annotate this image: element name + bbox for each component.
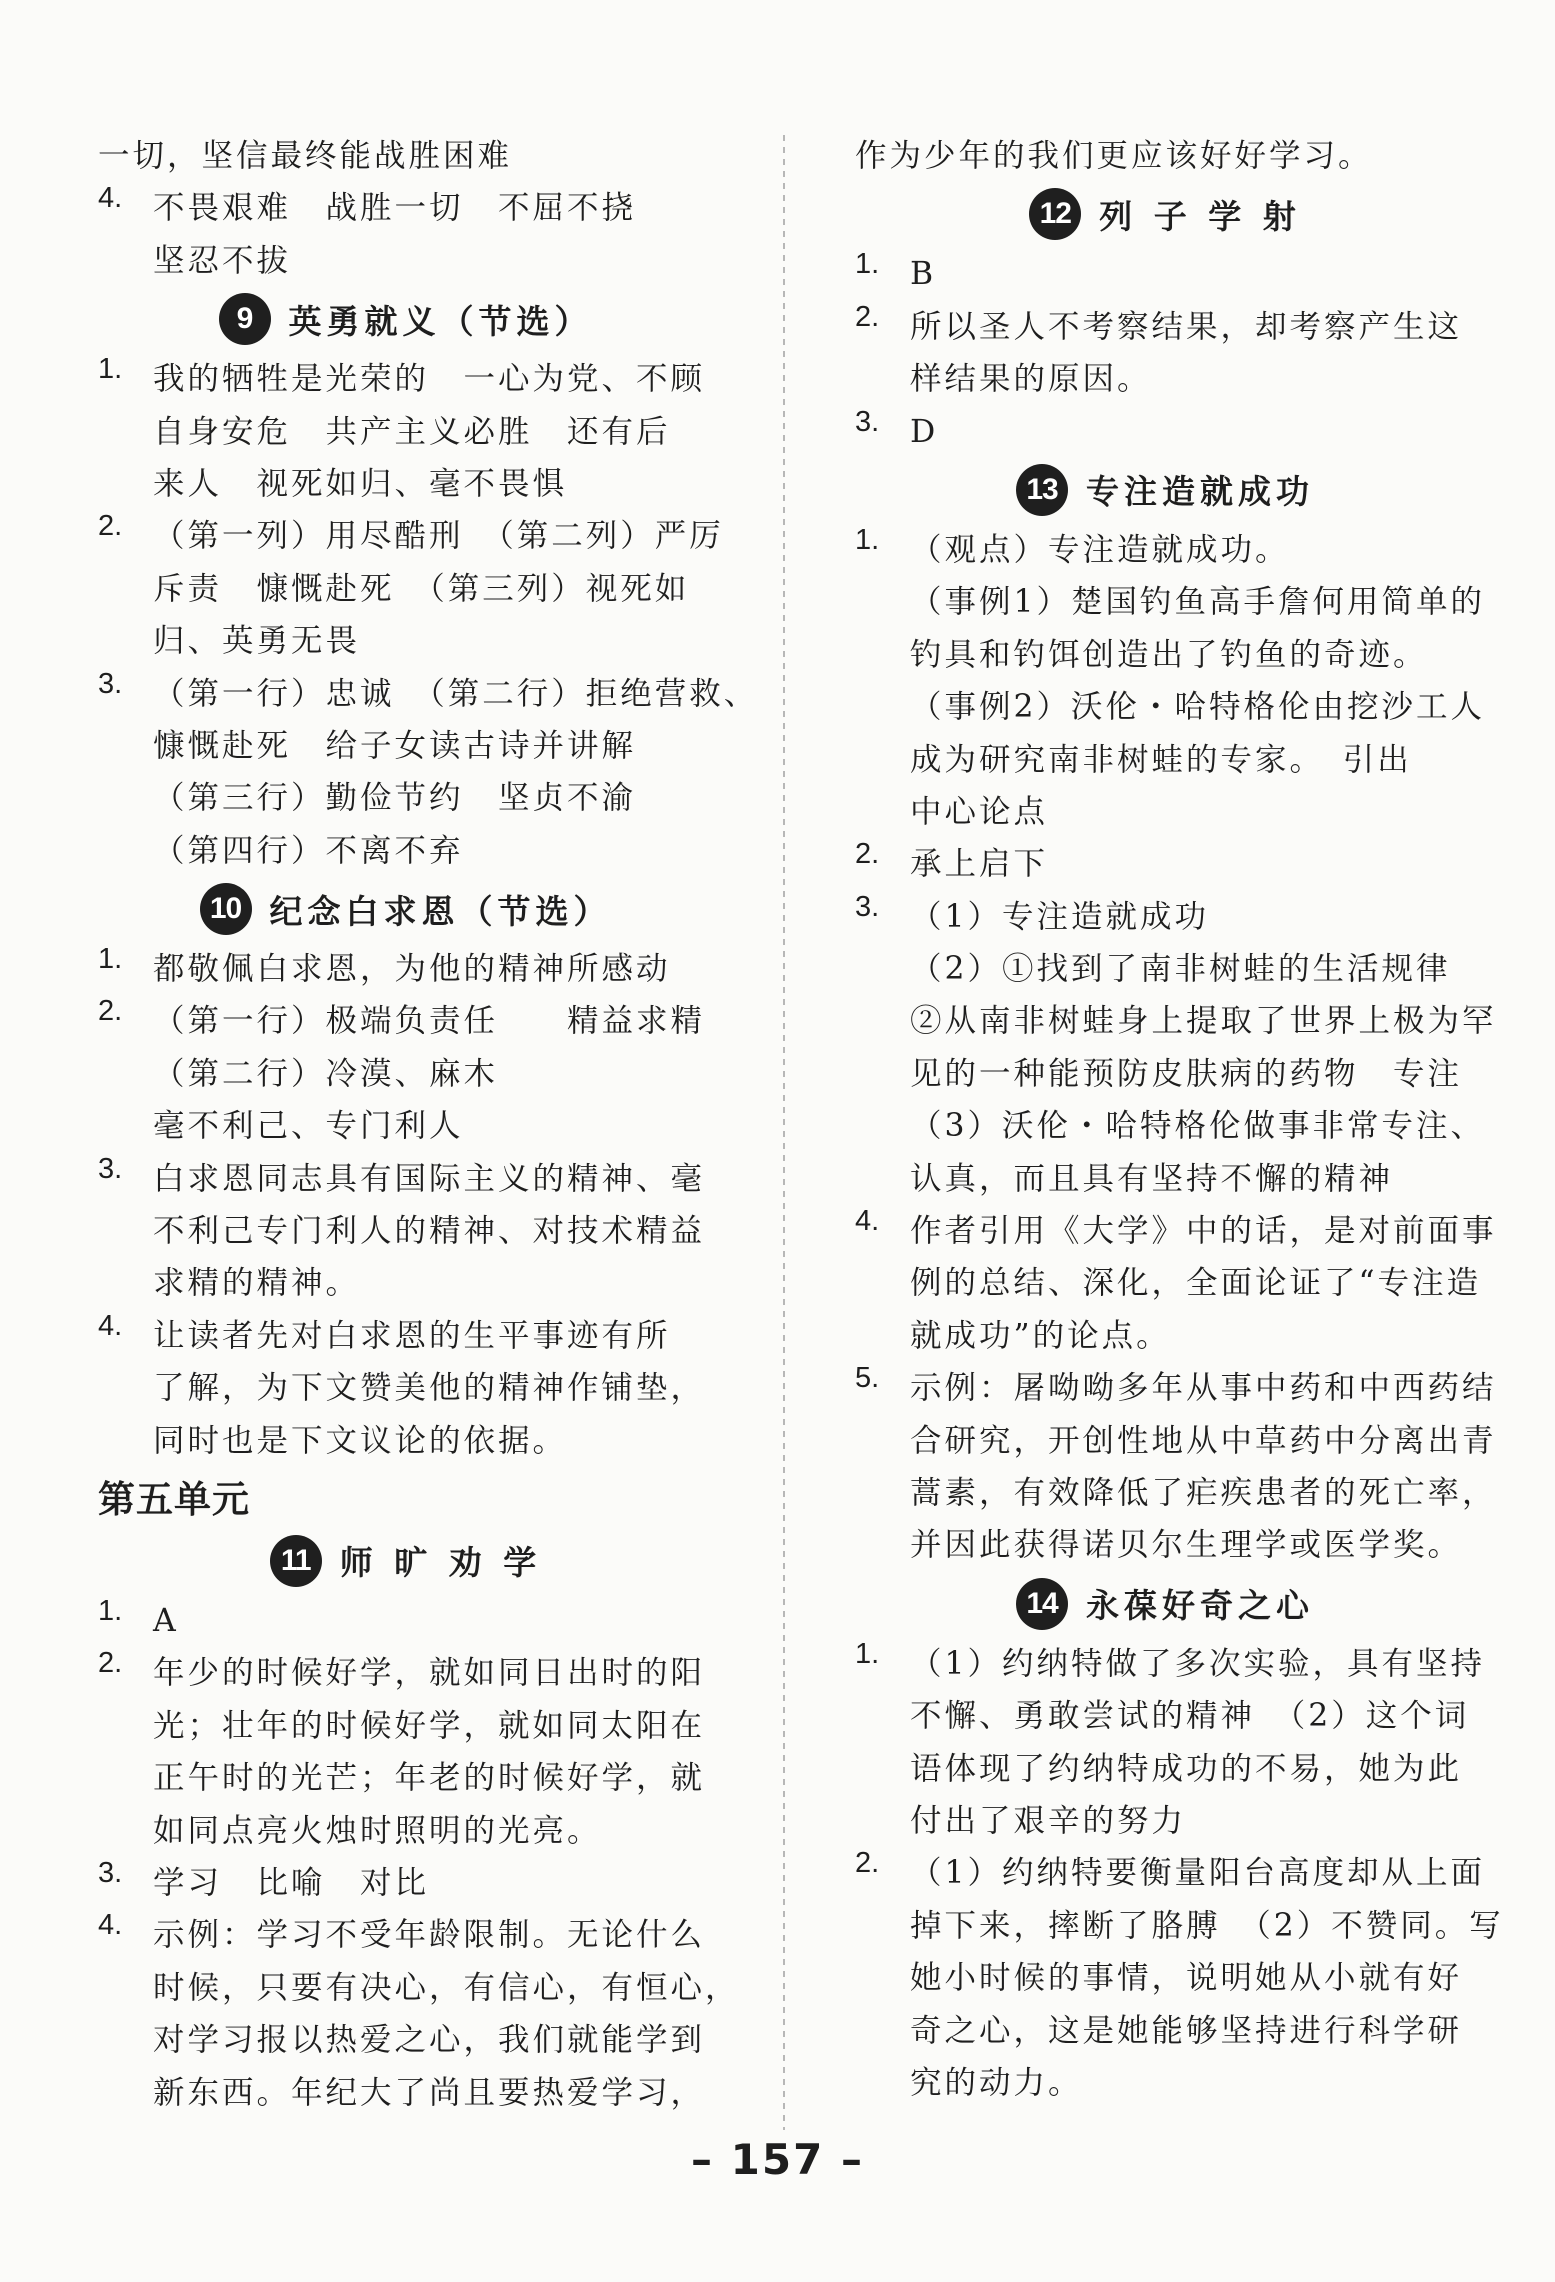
answer-line: 对学习报以热爱之心，我们就能学到: [153, 2022, 706, 2059]
answer-line: 语体现了约纳特成功的不易，她为此: [910, 1750, 1463, 1787]
answer-line: 钓具和钓饵创造出了钓鱼的奇迹。: [910, 636, 1428, 673]
lesson-number-badge: 14: [1016, 1578, 1068, 1630]
answer-line: 我的牺牲是光荣的 一心为党、不顾: [153, 361, 706, 398]
lesson-title-text: 列 子 学 射: [1099, 196, 1301, 236]
answer-line: 如同点亮火烛时照明的光亮。: [153, 1812, 602, 1849]
answer-item: [855, 1637, 1486, 1848]
lesson-title: [855, 459, 1475, 521]
answer-line: （第一行）极端负责任 精益求精: [153, 1003, 706, 1040]
continuation-line: 作为少年的我们更应该好好学习。: [855, 138, 1373, 174]
answer-line: 中心论点: [910, 793, 1049, 830]
answer-number: 1.: [855, 248, 880, 281]
lesson-title-text: 纪念白求恩（节选）: [269, 891, 612, 931]
answer-line: 就成功”的论点。: [910, 1317, 1171, 1354]
answer-number: 1.: [98, 1594, 123, 1627]
answer-line: 都敬佩白求恩，为他的精神所感动: [153, 951, 671, 988]
answer-line: 让读者先对白求恩的生平事迹有所: [153, 1317, 671, 1354]
answer-line: B: [910, 256, 937, 293]
answer-number: 4.: [98, 182, 123, 215]
answer-line: 不懈、勇敢尝试的精神 （2）这个词: [910, 1698, 1470, 1735]
answer-item: [855, 1205, 1497, 1362]
lesson-number-badge: 12: [1029, 188, 1081, 240]
answer-line: 慷慨赴死 给子女读古诗并讲解: [153, 727, 637, 764]
answer-item: [98, 510, 724, 667]
answer-line: 坚忍不拔: [153, 242, 292, 279]
answer-line: （1）专注造就成功: [910, 898, 1210, 935]
answer-line: 奇之心，这是她能够坚持进行科学研: [910, 2012, 1463, 2049]
answer-line: 斥责 慷慨赴死 （第三列）视死如: [153, 570, 690, 607]
answer-line: （1）约纳特要衡量阳台高度却从上面: [910, 1855, 1486, 1892]
answer-line: 时候，只要有决心，有信心，有恒心，: [153, 1969, 740, 2006]
answer-line: （第三行）勤俭节约 坚贞不渝: [153, 780, 637, 817]
answer-line: （事例2）沃伦・哈特格伦由挖沙工人: [910, 689, 1486, 726]
answer-number: 1.: [98, 353, 123, 386]
answer-line: 蒿素，有效降低了疟疾患者的死亡率，: [910, 1474, 1497, 1511]
answer-line: 示例：学习不受年龄限制。无论什么: [153, 1917, 706, 1954]
answer-line: 成为研究南非树蛙的专家。 引出: [910, 741, 1412, 778]
answer-line: 掉下来，摔断了胳膊 （2）不赞同。写: [910, 1907, 1504, 1944]
answer-number: 3.: [98, 1152, 123, 1185]
answer-line: 归、英勇无畏: [153, 623, 361, 660]
answer-line: 了解，为下文赞美他的精神作铺垫，: [153, 1370, 706, 1407]
answer-line: （2）①找到了南非树蛙的生活规律: [910, 951, 1451, 988]
answer-number: 1.: [98, 943, 123, 976]
answer-number: 2.: [855, 838, 880, 871]
answer-line: （第一行）忠诚 （第二行）拒绝营救、: [153, 675, 759, 712]
left-column: [98, 130, 759, 2119]
lesson-number-badge: 11: [270, 1535, 322, 1587]
answer-item: [98, 353, 713, 510]
answer-number: 3.: [855, 890, 880, 923]
lesson-title-text: 永葆好奇之心: [1086, 1586, 1314, 1626]
answer-number: 2.: [855, 300, 880, 333]
answer-line: 学习 比喻 对比: [153, 1864, 430, 1901]
answer-line: ②从南非树蛙身上提取了世界上极为罕: [910, 1003, 1497, 1040]
answer-number: 3.: [855, 405, 880, 438]
lesson-title: [98, 288, 713, 350]
page-number: – 157 –: [691, 2135, 864, 2184]
answer-line: 她小时候的事情，说明她从小就有好: [910, 1960, 1463, 1997]
answer-line: 示例：屠呦呦多年从事中药和中西药结: [910, 1370, 1497, 1407]
answer-number: 2.: [98, 1647, 123, 1680]
answer-number: 1.: [855, 523, 880, 556]
continuation-line: 一切，坚信最终能战胜困难: [98, 138, 513, 174]
answer-item: [98, 1647, 713, 1857]
lesson-title: [98, 878, 713, 940]
answer-line: 毫不利己、专门利人: [153, 1108, 464, 1145]
answer-line: （观点）专注造就成功。: [910, 531, 1290, 568]
answer-number: 2.: [98, 510, 123, 543]
lesson-number-badge: 13: [1016, 464, 1068, 516]
answer-line: 并因此获得诺贝尔生理学或医学奖。: [910, 1527, 1463, 1564]
answer-item: [98, 943, 713, 995]
answer-item: [98, 1909, 740, 2119]
answer-line: （3）沃伦・哈特格伦做事非常专注、: [910, 1108, 1486, 1145]
answer-line: 样结果的原因。: [910, 361, 1152, 398]
answer-number: 2.: [855, 1847, 880, 1880]
answer-item: [98, 1595, 713, 1647]
answer-line: （1）约纳特做了多次实验，具有坚持: [910, 1645, 1486, 1682]
answer-line: 同时也是下文议论的依据。: [153, 1422, 568, 1459]
answer-item: [98, 667, 759, 878]
answer-item: [855, 838, 1475, 890]
answer-item: [855, 1847, 1504, 2109]
answer-number: 5.: [855, 1362, 880, 1395]
lesson-number-badge: 9: [219, 293, 271, 345]
answer-line: （第二行）冷漠、麻木: [153, 1055, 499, 1092]
answer-line: 正午时的光芒；年老的时候好学，就: [153, 1760, 706, 1797]
answer-line: 光；壮年的时候好学，就如同太阳在: [153, 1707, 706, 1744]
lesson-title-text: 专注造就成功: [1086, 472, 1314, 512]
lesson-title: [98, 1530, 713, 1592]
answer-line: 不畏艰难 战胜一切 不屈不挠: [153, 190, 637, 227]
answer-line: 不利己专门利人的精神、对技术精益: [153, 1213, 706, 1250]
lesson-title-text: 师 旷 劝 学: [339, 1543, 542, 1583]
answer-number: 4.: [98, 1309, 123, 1342]
answer-line: 白求恩同志具有国际主义的精神、毫: [153, 1160, 706, 1197]
answer-line: 究的动力。: [910, 2064, 1083, 2101]
answer-number: 3.: [98, 667, 123, 700]
answer-line: 见的一种能预防皮肤病的药物 专注: [910, 1055, 1463, 1092]
answer-line: 认真，而且具有坚持不懈的精神: [910, 1160, 1394, 1197]
lesson-title: [855, 183, 1475, 245]
answer-item: [855, 406, 1475, 458]
answer-line: （第四行）不离不弃: [153, 832, 464, 869]
answer-line: 来人 视死如归、毫不畏惧: [153, 465, 568, 502]
answer-item: [855, 248, 1475, 300]
lesson-title: [855, 1573, 1475, 1635]
answer-item: [98, 1153, 713, 1310]
answer-item: [855, 890, 1497, 1205]
answer-line: 年少的时候好学，就如同日出时的阳: [153, 1655, 706, 1692]
answer-item: [98, 995, 713, 1152]
lesson-number-badge: 10: [200, 883, 252, 935]
answer-line: 自身安危 共产主义必胜 还有后: [153, 413, 671, 450]
answer-item: [855, 1362, 1497, 1572]
answer-line: 付出了艰辛的努力: [910, 1802, 1187, 1839]
answer-line: 承上启下: [910, 846, 1049, 883]
answer-number: 3.: [98, 1856, 123, 1889]
lesson-title-text: 英勇就义（节选）: [288, 301, 593, 341]
answer-number: 4.: [855, 1205, 880, 1238]
answer-number: 2.: [98, 995, 123, 1028]
answer-line: A: [153, 1602, 179, 1639]
answer-item: [855, 523, 1486, 838]
unit-heading: 第五单元: [98, 1476, 250, 1521]
answer-item: [98, 1310, 713, 1467]
answer-number: 1.: [855, 1637, 880, 1670]
column-divider: [783, 135, 785, 2130]
answer-item: [98, 182, 713, 287]
answer-line: D: [910, 413, 939, 450]
answer-line: （第一列）用尽酷刑 （第二列）严厉: [153, 518, 724, 555]
answer-line: 新东西。年纪大了尚且要热爱学习，: [153, 2074, 706, 2111]
answer-item: [855, 301, 1475, 406]
answer-line: 作者引用《大学》中的话，是对前面事: [910, 1213, 1497, 1250]
answer-line: 所以圣人不考察结果，却考察产生这: [910, 308, 1463, 345]
answer-line: 求精的精神。: [153, 1265, 361, 1302]
right-column: [855, 130, 1504, 2109]
answer-line: 例的总结、深化，全面论证了“专注造: [910, 1265, 1482, 1302]
answer-item: [98, 1857, 713, 1909]
answer-line: （事例1）楚国钓鱼高手詹何用简单的: [910, 584, 1486, 621]
answer-line: 合研究，开创性地从中草药中分离出青: [910, 1422, 1497, 1459]
answer-number: 4.: [98, 1909, 123, 1942]
